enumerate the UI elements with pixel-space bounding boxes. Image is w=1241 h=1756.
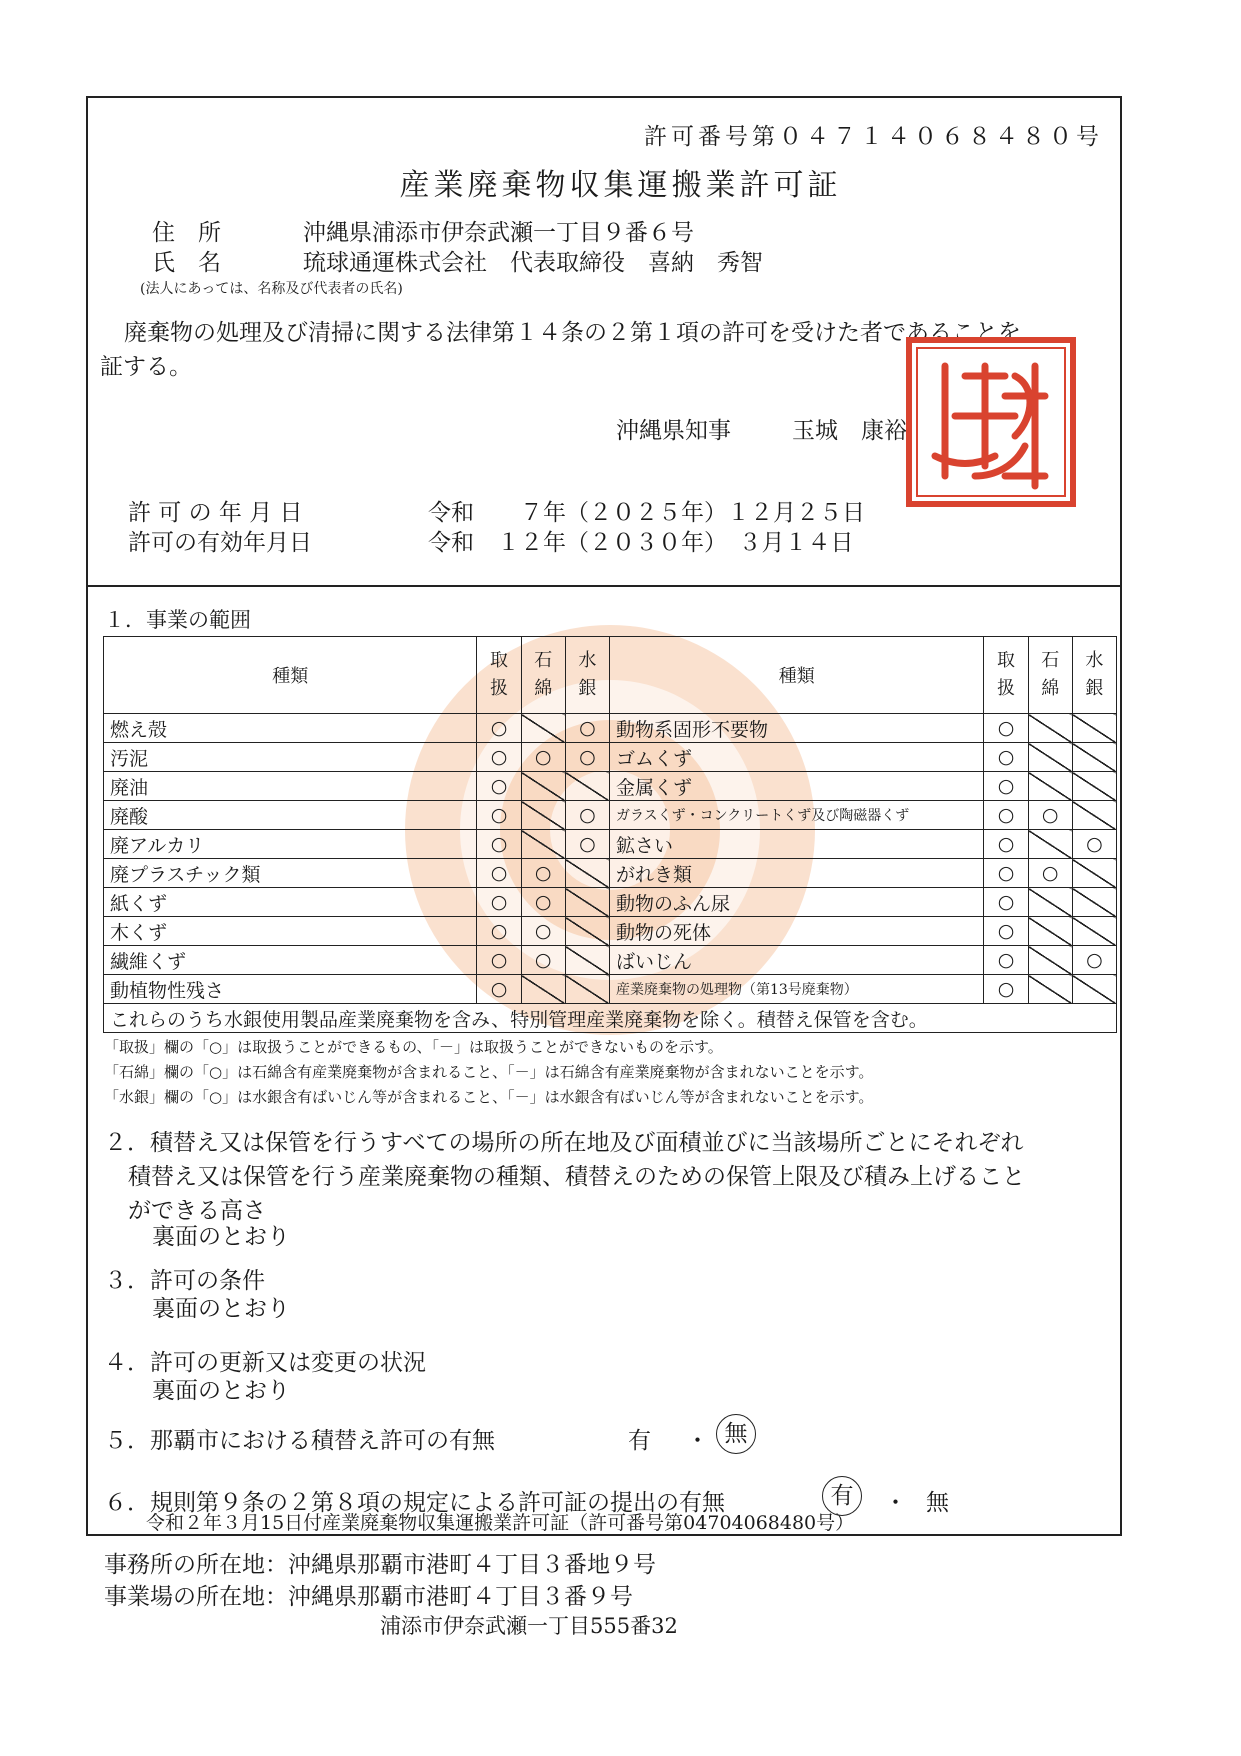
type-cell: 鉱さい (609, 830, 983, 859)
mark-cell (521, 714, 565, 743)
section-2-value: 裏面のとおり (152, 1224, 290, 1250)
section-6-no: 無 (926, 1490, 949, 1516)
type-cell: ばいじん (609, 946, 983, 975)
header-handle: 取扱 (477, 637, 521, 714)
scope-footer-text: これらのうち水銀使用製品産業廃棄物を含み、特別管理産業廃棄物を除く。積替え保管を含む。 (104, 1004, 1117, 1033)
mark-cell: ○ (984, 917, 1028, 946)
mark-cell: ○ (565, 743, 609, 772)
valid-date-value: 令和 １２年（２０３０年） ３月１４日 (428, 530, 854, 556)
table-row (104, 946, 1117, 975)
mark-cell: ○ (521, 859, 565, 888)
mark-cell: ○ (477, 772, 521, 801)
table-row (104, 801, 1117, 830)
header-handle: 取扱 (984, 637, 1028, 714)
section-5-dot: ・ (686, 1428, 709, 1454)
mark-cell: ○ (521, 888, 565, 917)
permit-number: 許可番号第０４７１４０６８４８０号 (644, 124, 1103, 150)
mark-cell: ○ (984, 946, 1028, 975)
table-row (104, 714, 1117, 743)
mark-cell (1072, 772, 1116, 801)
type-cell: 動物の死体 (609, 917, 983, 946)
section-5-yes: 有 (628, 1428, 651, 1454)
mark-cell: ○ (565, 801, 609, 830)
section-3-label: ３．許可の条件 (104, 1268, 265, 1294)
header-mercury: 水銀 (1072, 637, 1116, 714)
table-row (104, 772, 1117, 801)
mark-cell: ○ (1072, 946, 1116, 975)
section-4-value: 裏面のとおり (152, 1378, 290, 1404)
type-cell: 紙くず (104, 888, 477, 917)
mark-cell: ○ (984, 801, 1028, 830)
section-6-detail: 令和２年３月15日付産業廃棄物収集運搬業許可証（許可番号第04704068480号） (146, 1512, 855, 1534)
mark-cell: ○ (477, 830, 521, 859)
mark-cell (521, 830, 565, 859)
section-2-line-1: ２．積替え又は保管を行うすべての場所の所在地及び面積並びに当該場所ごとにそれぞれ (104, 1130, 1024, 1156)
issuer-name: 玉城 康裕 (792, 418, 907, 444)
mark-cell (1072, 888, 1116, 917)
official-seal-icon (905, 336, 1077, 508)
mark-cell (521, 801, 565, 830)
mark-cell: ○ (984, 772, 1028, 801)
valid-date-label: 許可の有効年月日 (128, 530, 312, 556)
table-row (104, 859, 1117, 888)
table-row (104, 743, 1117, 772)
section-divider (86, 585, 1122, 587)
header-asbestos: 石綿 (1028, 637, 1072, 714)
mark-cell (1072, 917, 1116, 946)
mark-cell (1028, 714, 1072, 743)
mark-cell: ○ (984, 975, 1028, 1004)
header-mercury: 水銀 (565, 637, 609, 714)
corp-note: (法人にあっては、名称及び代表者の氏名) (140, 281, 403, 297)
mark-cell: ○ (477, 714, 521, 743)
type-cell: がれき類 (609, 859, 983, 888)
mark-cell (521, 975, 565, 1004)
mark-cell (1028, 888, 1072, 917)
mark-cell: ○ (984, 714, 1028, 743)
table-footer-row (104, 1004, 1117, 1033)
note-line: 「石綿」欄の「○」は石綿含有産業廃棄物が含まれること、「－」は石綿含有産業廃棄物が含まれないことを示す。 (104, 1063, 874, 1081)
address-value: 沖縄県浦添市伊奈武瀬一丁目９番６号 (303, 220, 694, 246)
mark-cell: ○ (984, 859, 1028, 888)
page-title: 産業廃棄物収集運搬業許可証 (399, 168, 842, 203)
type-cell: 廃プラスチック類 (104, 859, 477, 888)
mark-cell (1028, 975, 1072, 1004)
mark-cell (1028, 946, 1072, 975)
mark-cell: ○ (1028, 859, 1072, 888)
type-cell: 金属くず (609, 772, 983, 801)
mark-cell: ○ (984, 888, 1028, 917)
mark-cell: ○ (565, 830, 609, 859)
mark-cell: ○ (477, 946, 521, 975)
mark-cell: ○ (984, 830, 1028, 859)
site-address: 事業場の所在地：沖縄県那覇市港町４丁目３番９号 (104, 1584, 633, 1610)
mark-cell (521, 772, 565, 801)
section-6-label: ６．規則第９条の２第８項の規定による許可証の提出の有無 (104, 1490, 725, 1516)
mark-cell (565, 975, 609, 1004)
mark-cell (565, 917, 609, 946)
section-5-no-selected: 無 (716, 1414, 756, 1454)
type-cell: 廃油 (104, 772, 477, 801)
mark-cell (1072, 743, 1116, 772)
type-cell: 繊維くず (104, 946, 477, 975)
type-cell: 汚泥 (104, 743, 477, 772)
type-cell: 産業廃棄物の処理物（第13号廃棄物） (609, 975, 983, 1004)
mark-cell: ○ (477, 801, 521, 830)
mark-cell: ○ (565, 714, 609, 743)
certification-line-1: 廃棄物の処理及び清掃に関する法律第１４条の２第１項の許可を受けた者であることを (124, 320, 1021, 346)
table-row (104, 975, 1117, 1004)
mark-cell: ○ (477, 917, 521, 946)
mark-cell (1072, 975, 1116, 1004)
section-2-line-3: ができる高さ (128, 1198, 266, 1224)
section-6-dot: ・ (884, 1490, 907, 1516)
mark-cell (565, 859, 609, 888)
header-type: 種類 (609, 637, 983, 714)
type-cell: 木くず (104, 917, 477, 946)
permit-date-label: 許 可 の 年 月 日 (128, 500, 303, 526)
table-row (104, 888, 1117, 917)
note-line: 「取扱」欄の「○」は取扱うことができるもの、「－」は取扱うことができないものを示す。 (104, 1038, 723, 1056)
mark-cell: ○ (521, 946, 565, 975)
scope-heading: １．事業の範囲 (104, 608, 251, 632)
section-5-label: ５．那覇市における積替え許可の有無 (104, 1428, 495, 1454)
site-address-2: 浦添市伊奈武瀬一丁目555番32 (380, 1614, 678, 1638)
issuer-title: 沖縄県知事 (616, 418, 731, 444)
scope-table (103, 636, 1117, 1033)
section-4-label: ４．許可の更新又は変更の状況 (104, 1350, 426, 1376)
name-value: 琉球通運株式会社 代表取締役 喜納 秀智 (303, 250, 763, 276)
office-address: 事務所の所在地：沖縄県那覇市港町４丁目３番地９号 (104, 1552, 656, 1578)
section-2-line-2: 積替え又は保管を行う産業廃棄物の種類、積替えのための保管上限及び積み上げること (128, 1164, 1025, 1190)
table-header-row (104, 637, 1117, 714)
mark-cell: ○ (477, 888, 521, 917)
type-cell: 燃え殻 (104, 714, 477, 743)
type-cell: ガラスくず・コンクリートくず及び陶磁器くず (609, 801, 983, 830)
mark-cell: ○ (521, 743, 565, 772)
table-row (104, 917, 1117, 946)
mark-cell (1072, 859, 1116, 888)
mark-cell (565, 772, 609, 801)
mark-cell: ○ (477, 743, 521, 772)
address-label: 住 所 (152, 220, 221, 246)
permit-date-value: 令和 ７年（２０２５年）１２月２５日 (428, 500, 865, 526)
table-row (104, 830, 1117, 859)
mark-cell: ○ (477, 859, 521, 888)
mark-cell: ○ (1028, 801, 1072, 830)
mark-cell (1028, 830, 1072, 859)
mark-cell (1028, 917, 1072, 946)
name-label: 氏 名 (152, 250, 221, 276)
type-cell: ゴムくず (609, 743, 983, 772)
mark-cell: ○ (984, 743, 1028, 772)
mark-cell: ○ (1072, 830, 1116, 859)
type-cell: 動物のふん尿 (609, 888, 983, 917)
section-3-value: 裏面のとおり (152, 1296, 290, 1322)
type-cell: 動植物性残さ (104, 975, 477, 1004)
mark-cell: ○ (521, 917, 565, 946)
section-6-yes-selected: 有 (822, 1476, 862, 1516)
note-line: 「水銀」欄の「○」は水銀含有ばいじん等が含まれること、「－」は水銀含有ばいじん等が含まれないことを示す。 (104, 1088, 874, 1106)
mark-cell (1072, 714, 1116, 743)
mark-cell: ○ (477, 975, 521, 1004)
type-cell: 廃酸 (104, 801, 477, 830)
mark-cell (565, 946, 609, 975)
header-type: 種類 (104, 637, 477, 714)
type-cell: 動物系固形不要物 (609, 714, 983, 743)
mark-cell (1072, 801, 1116, 830)
mark-cell (1028, 743, 1072, 772)
mark-cell (565, 888, 609, 917)
certification-line-2: 証する。 (100, 354, 192, 380)
type-cell: 廃アルカリ (104, 830, 477, 859)
mark-cell (1028, 772, 1072, 801)
header-asbestos: 石綿 (521, 637, 565, 714)
